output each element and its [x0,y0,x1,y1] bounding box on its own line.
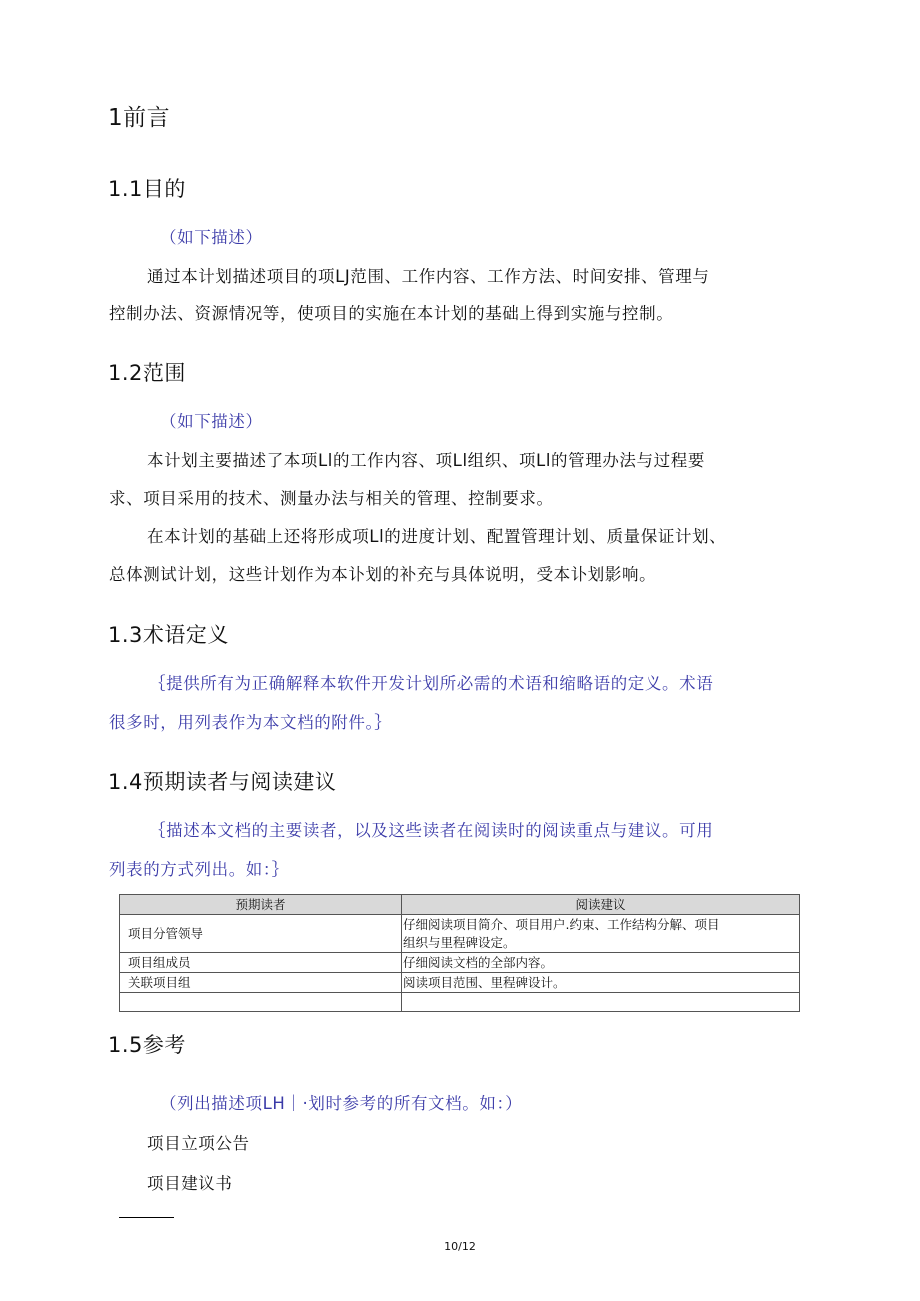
table-cell-reader: 项目分管领导 [120,915,402,953]
table-cell-advice-line: 组织与里程碑设定。 [403,934,516,950]
page-number: 10/12 [444,1240,476,1253]
purpose-paragraph-line-1: 通过本计划描述项目的项LJ范围、工作内容、工作方法、时间安排、管理与 [147,267,710,286]
table-cell-advice: 阅读项目范围、里程碑设计。 [402,973,800,993]
table-cell-advice [402,915,800,953]
scope-paragraph-2-line-1: 在本计划的基础上还将形成项Ll的进度计划、配置管理计划、质量保证计划、 [147,527,727,546]
terms-note-line-2: 很多时，用列表作为本文档的附件。｝ [109,713,392,732]
table-cell-advice: 仔细阅读文档的全部内容。 [402,953,800,973]
scope-note: （如下描述） [160,412,263,431]
table-cell-reader: 项目组成员 [120,953,402,973]
purpose-paragraph-line-2: 控制办法、资源情况等，使项目的实施在本计划的基础上得到实施与控制。 [109,304,674,323]
table-header-advice: 阅读建议 [402,895,800,915]
table-header-row [120,895,800,915]
table-cell-reader: 关联项目组 [120,973,402,993]
scope-paragraph-1-line-2: 求、项目采用的技术、测量办法与相关的管理、控制要求。 [109,489,554,508]
table-row [120,953,800,973]
heading-1-preface: 1前言 [108,105,171,131]
table-cell-advice [402,993,800,1012]
reference-item: 项目立项公告 [147,1134,250,1153]
scope-paragraph-1-line-1: 本计划主要描述了本项Ll的工作内容、项Ll组织、项Ll的管理办法与过程要 [147,451,705,470]
reference-item: 项目建议书 [147,1174,233,1193]
heading-1-2-scope: 1.2范围 [108,361,186,385]
table-header-reader: 预期读者 [120,895,402,915]
references-note: （列出描述项LH｜·划时参考的所有文档。如：） [160,1094,523,1113]
table-cell-reader [120,993,402,1012]
terms-note-line-1: ｛提供所有为正确解释本软件开发计划所必需的术语和缩略语的定义。术语 [149,674,714,693]
readers-table [119,894,800,1012]
readers-note-line-1: ｛描述本文档的主要读者，以及这些读者在阅读时的阅读重点与建议。可用 [149,821,714,840]
heading-1-4-readers: 1.4预期读者与阅读建议 [108,770,337,794]
footnote-separator [119,1217,174,1218]
readers-note-line-2: 列表的方式列出。如：｝ [109,860,289,879]
table-row [120,993,800,1012]
heading-1-1-purpose: 1.1目的 [108,177,186,201]
table-row [120,973,800,993]
purpose-note: （如下描述） [160,228,263,247]
heading-1-3-terms: 1.3术语定义 [108,623,229,647]
scope-paragraph-2-line-2: 总体测试计划，这些计划作为本讣划的补充与具体说明，受本讣划影响。 [109,565,657,584]
table-row [120,915,800,953]
table-cell-advice-line: 仔细阅读项目简介、项目用户.约束、工作结构分解、项目 [403,916,720,932]
heading-1-5-references: 1.5参考 [108,1033,186,1057]
